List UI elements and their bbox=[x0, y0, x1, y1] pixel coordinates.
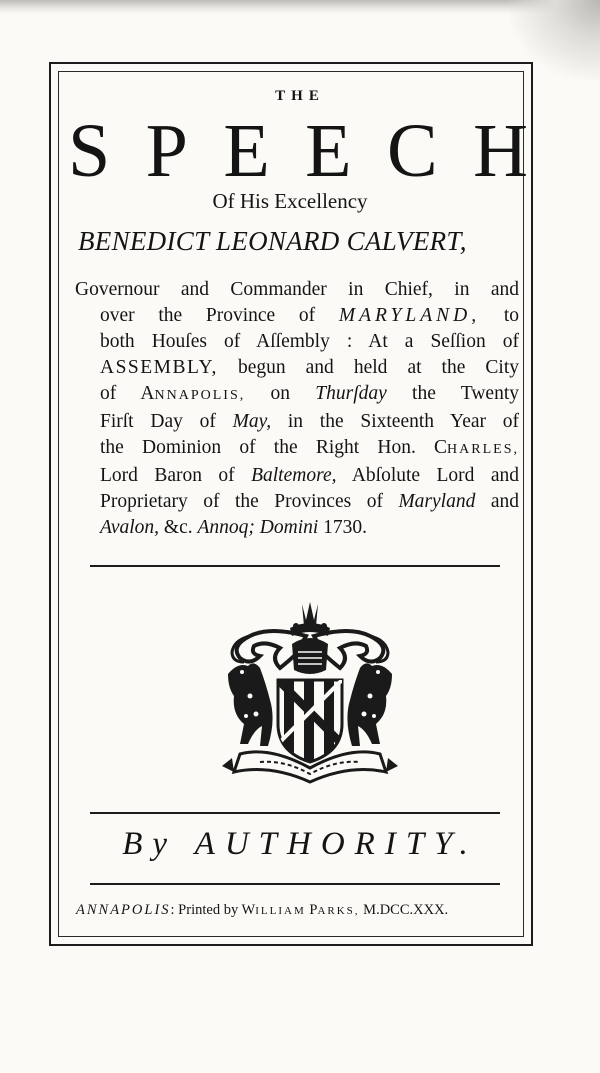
body-line-2: over the Province of MARYLAND, to bbox=[100, 305, 519, 326]
authority-line: By AUTHORITY. bbox=[122, 826, 478, 862]
title-big-letter-2: P bbox=[145, 109, 188, 193]
title-big-letter-5: C bbox=[387, 109, 438, 193]
subtitle: Of His Excellency bbox=[212, 189, 368, 213]
title-big-letter-6: H bbox=[473, 109, 528, 193]
imprint-year: M.DCC.XXX. bbox=[359, 902, 449, 918]
body-line-1: Governour and Commander in Chief, in and bbox=[75, 279, 519, 300]
calvert-coat-of-arms-icon bbox=[210, 596, 410, 786]
title-big-letter-4: E bbox=[305, 109, 352, 193]
imprint: ANNAPOLIS: Printed by WILLIAM PARKS, M.DCC.XXX. bbox=[76, 902, 449, 918]
body-line-7: the Dominion of the Right Hon. CHARLES, bbox=[100, 437, 519, 458]
title-big-letter-1: S bbox=[68, 109, 111, 193]
title-description bbox=[75, 277, 519, 541]
governor-name: BENEDICT LEONARD CALVERT, bbox=[78, 226, 467, 256]
body-line-6: Firſt Day of May, in the Sixteenth Year of bbox=[100, 411, 519, 432]
divider-rule-1 bbox=[90, 565, 500, 567]
body-line-9: Proprietary of the Provinces of Maryland and bbox=[100, 491, 519, 512]
title-big-letter-3: E bbox=[223, 109, 270, 193]
divider-rule-3 bbox=[90, 883, 500, 885]
title-small: THE bbox=[275, 88, 325, 104]
title-big bbox=[68, 105, 528, 197]
divider-rule-2 bbox=[90, 812, 500, 814]
body-line-3: both Houſes of Aſſembly : At a Seſſion of bbox=[100, 331, 519, 352]
imprint-place: ANNAPOLIS bbox=[76, 902, 171, 918]
body-line-4: ASSEMBLY, begun and held at the City bbox=[100, 357, 519, 378]
body-line-10: Avalon, &c. Annoq; Domini 1730. bbox=[100, 517, 368, 538]
body-line-5: of ANNAPOLIS, on Thurſday the Twenty bbox=[100, 383, 519, 404]
body-line-8: Lord Baron of Baltemore, Abſolute Lord and bbox=[100, 465, 519, 486]
